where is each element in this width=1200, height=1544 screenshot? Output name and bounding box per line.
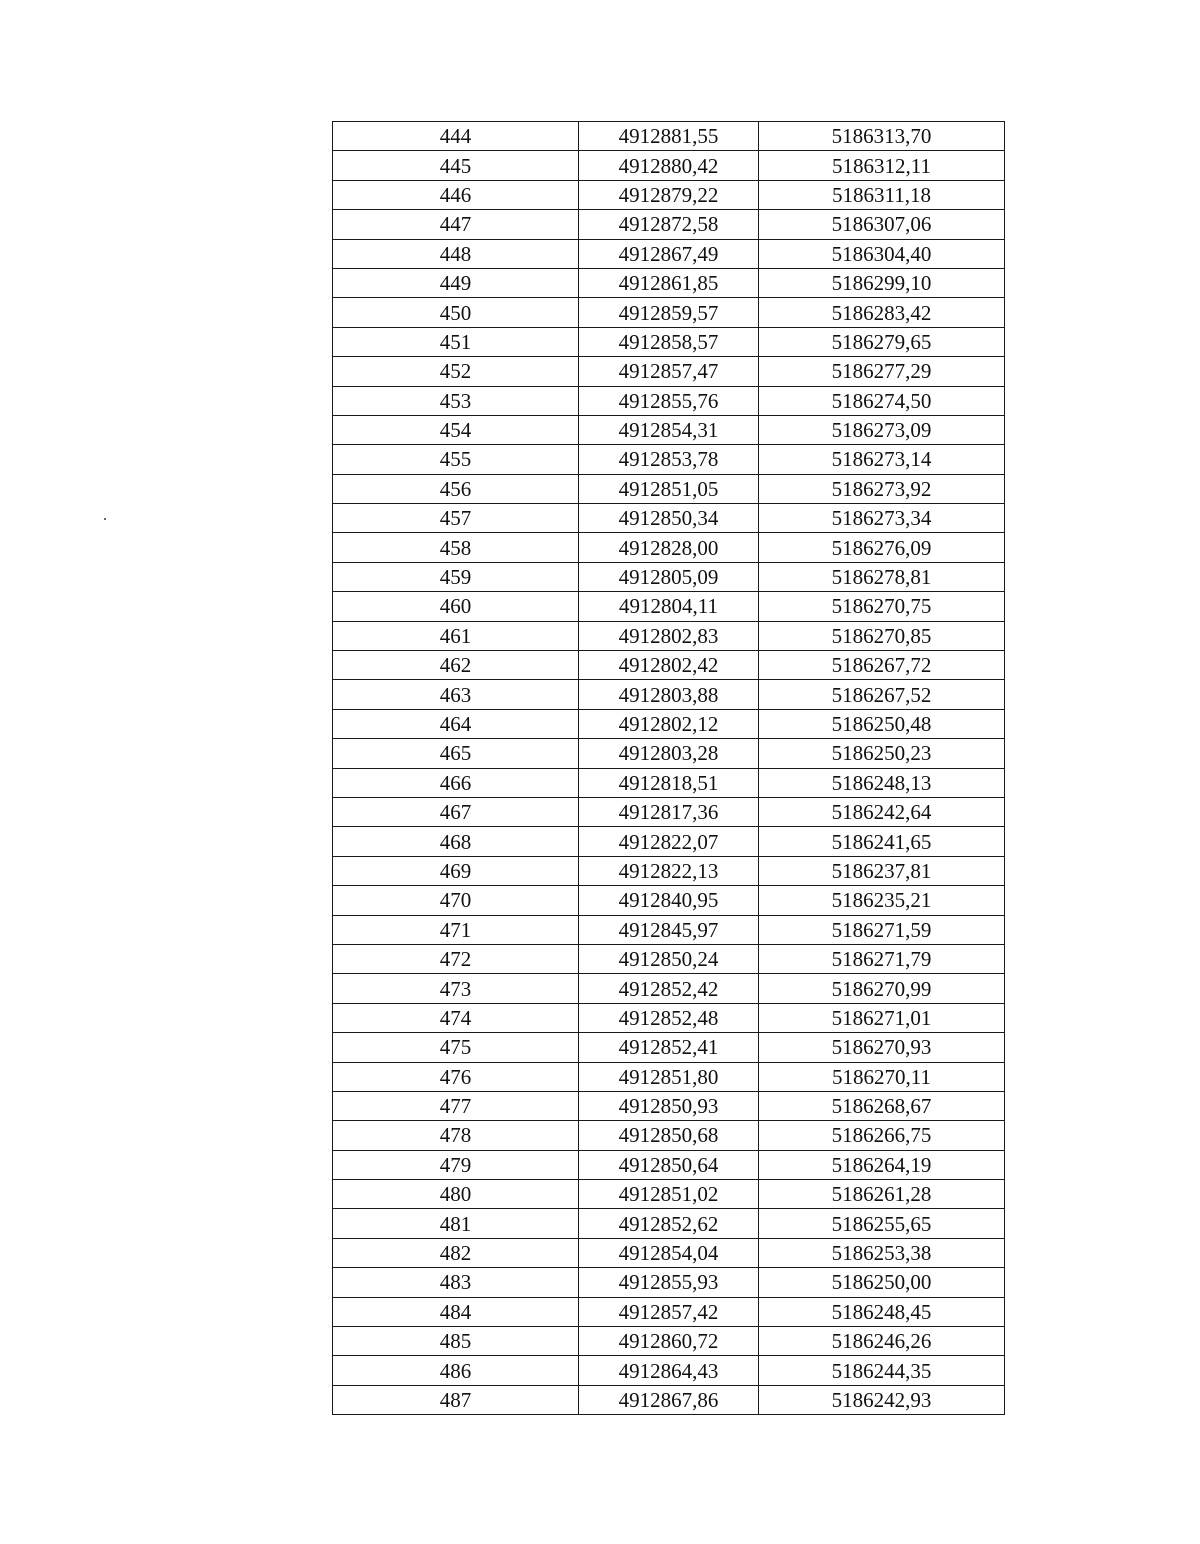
table-row xyxy=(333,1327,1005,1356)
table-row xyxy=(333,1003,1005,1032)
x-coordinate-cell: 4912857,42 xyxy=(579,1297,759,1326)
point-number-cell: 451 xyxy=(333,327,579,356)
point-number-cell: 461 xyxy=(333,621,579,650)
x-coordinate-cell: 4912818,51 xyxy=(579,768,759,797)
point-number-cell: 476 xyxy=(333,1062,579,1091)
x-coordinate-cell: 4912854,31 xyxy=(579,415,759,444)
y-coordinate-cell: 5186277,29 xyxy=(759,357,1005,386)
table-row xyxy=(333,1238,1005,1267)
point-number-cell: 445 xyxy=(333,151,579,180)
table-row xyxy=(333,768,1005,797)
table-row xyxy=(333,1062,1005,1091)
x-coordinate-cell: 4912851,02 xyxy=(579,1180,759,1209)
y-coordinate-cell: 5186248,13 xyxy=(759,768,1005,797)
point-number-cell: 480 xyxy=(333,1180,579,1209)
x-coordinate-cell: 4912804,11 xyxy=(579,592,759,621)
x-coordinate-cell: 4912840,95 xyxy=(579,886,759,915)
y-coordinate-cell: 5186268,67 xyxy=(759,1091,1005,1120)
x-coordinate-cell: 4912805,09 xyxy=(579,562,759,591)
y-coordinate-cell: 5186270,11 xyxy=(759,1062,1005,1091)
x-coordinate-cell: 4912828,00 xyxy=(579,533,759,562)
point-number-cell: 457 xyxy=(333,504,579,533)
point-number-cell: 487 xyxy=(333,1385,579,1414)
table-row xyxy=(333,474,1005,503)
x-coordinate-cell: 4912850,34 xyxy=(579,504,759,533)
y-coordinate-cell: 5186261,28 xyxy=(759,1180,1005,1209)
table-row xyxy=(333,621,1005,650)
y-coordinate-cell: 5186250,23 xyxy=(759,739,1005,768)
y-coordinate-cell: 5186312,11 xyxy=(759,151,1005,180)
y-coordinate-cell: 5186299,10 xyxy=(759,268,1005,297)
table-row xyxy=(333,592,1005,621)
y-coordinate-cell: 5186246,26 xyxy=(759,1327,1005,1356)
table-row xyxy=(333,1180,1005,1209)
y-coordinate-cell: 5186304,40 xyxy=(759,239,1005,268)
y-coordinate-cell: 5186271,01 xyxy=(759,1003,1005,1032)
table-row xyxy=(333,1385,1005,1414)
y-coordinate-cell: 5186311,18 xyxy=(759,180,1005,209)
y-coordinate-cell: 5186253,38 xyxy=(759,1238,1005,1267)
point-number-cell: 462 xyxy=(333,651,579,680)
x-coordinate-cell: 4912855,76 xyxy=(579,386,759,415)
x-coordinate-cell: 4912802,42 xyxy=(579,651,759,680)
y-coordinate-cell: 5186255,65 xyxy=(759,1209,1005,1238)
table-row xyxy=(333,1121,1005,1150)
x-coordinate-cell: 4912860,72 xyxy=(579,1327,759,1356)
table-row xyxy=(333,915,1005,944)
table-row xyxy=(333,1268,1005,1297)
table-row xyxy=(333,1297,1005,1326)
x-coordinate-cell: 4912858,57 xyxy=(579,327,759,356)
y-coordinate-cell: 5186267,72 xyxy=(759,651,1005,680)
point-number-cell: 468 xyxy=(333,827,579,856)
point-number-cell: 454 xyxy=(333,415,579,444)
table-row xyxy=(333,1356,1005,1385)
point-number-cell: 477 xyxy=(333,1091,579,1120)
table-row xyxy=(333,1033,1005,1062)
y-coordinate-cell: 5186241,65 xyxy=(759,827,1005,856)
table-row xyxy=(333,210,1005,239)
table-row xyxy=(333,827,1005,856)
x-coordinate-cell: 4912852,42 xyxy=(579,974,759,1003)
x-coordinate-cell: 4912867,49 xyxy=(579,239,759,268)
point-number-cell: 485 xyxy=(333,1327,579,1356)
x-coordinate-cell: 4912864,43 xyxy=(579,1356,759,1385)
point-number-cell: 453 xyxy=(333,386,579,415)
x-coordinate-cell: 4912851,80 xyxy=(579,1062,759,1091)
x-coordinate-cell: 4912879,22 xyxy=(579,180,759,209)
y-coordinate-cell: 5186270,85 xyxy=(759,621,1005,650)
scan-speck xyxy=(104,518,106,520)
x-coordinate-cell: 4912822,13 xyxy=(579,856,759,885)
point-number-cell: 484 xyxy=(333,1297,579,1326)
x-coordinate-cell: 4912850,68 xyxy=(579,1121,759,1150)
x-coordinate-cell: 4912845,97 xyxy=(579,915,759,944)
point-number-cell: 482 xyxy=(333,1238,579,1267)
point-number-cell: 469 xyxy=(333,856,579,885)
point-number-cell: 444 xyxy=(333,122,579,151)
point-number-cell: 463 xyxy=(333,680,579,709)
y-coordinate-cell: 5186248,45 xyxy=(759,1297,1005,1326)
table-row xyxy=(333,944,1005,973)
y-coordinate-cell: 5186307,06 xyxy=(759,210,1005,239)
x-coordinate-cell: 4912867,86 xyxy=(579,1385,759,1414)
point-number-cell: 449 xyxy=(333,268,579,297)
table-row xyxy=(333,327,1005,356)
table-row xyxy=(333,709,1005,738)
y-coordinate-cell: 5186270,99 xyxy=(759,974,1005,1003)
x-coordinate-cell: 4912803,28 xyxy=(579,739,759,768)
y-coordinate-cell: 5186271,79 xyxy=(759,944,1005,973)
x-coordinate-cell: 4912817,36 xyxy=(579,797,759,826)
y-coordinate-cell: 5186273,34 xyxy=(759,504,1005,533)
y-coordinate-cell: 5186278,81 xyxy=(759,562,1005,591)
point-number-cell: 447 xyxy=(333,210,579,239)
point-number-cell: 473 xyxy=(333,974,579,1003)
y-coordinate-cell: 5186283,42 xyxy=(759,298,1005,327)
point-number-cell: 475 xyxy=(333,1033,579,1062)
table-row xyxy=(333,856,1005,885)
point-number-cell: 478 xyxy=(333,1121,579,1150)
table-row xyxy=(333,415,1005,444)
point-number-cell: 481 xyxy=(333,1209,579,1238)
y-coordinate-cell: 5186266,75 xyxy=(759,1121,1005,1150)
y-coordinate-cell: 5186313,70 xyxy=(759,122,1005,151)
table-row xyxy=(333,974,1005,1003)
x-coordinate-cell: 4912803,88 xyxy=(579,680,759,709)
y-coordinate-cell: 5186273,14 xyxy=(759,445,1005,474)
y-coordinate-cell: 5186242,93 xyxy=(759,1385,1005,1414)
y-coordinate-cell: 5186250,48 xyxy=(759,709,1005,738)
y-coordinate-cell: 5186267,52 xyxy=(759,680,1005,709)
y-coordinate-cell: 5186270,93 xyxy=(759,1033,1005,1062)
x-coordinate-cell: 4912852,41 xyxy=(579,1033,759,1062)
x-coordinate-cell: 4912852,48 xyxy=(579,1003,759,1032)
point-number-cell: 471 xyxy=(333,915,579,944)
coordinates-table xyxy=(332,121,1005,1415)
point-number-cell: 460 xyxy=(333,592,579,621)
point-number-cell: 450 xyxy=(333,298,579,327)
table-row xyxy=(333,239,1005,268)
table-row xyxy=(333,298,1005,327)
point-number-cell: 470 xyxy=(333,886,579,915)
y-coordinate-cell: 5186273,92 xyxy=(759,474,1005,503)
x-coordinate-cell: 4912861,85 xyxy=(579,268,759,297)
y-coordinate-cell: 5186270,75 xyxy=(759,592,1005,621)
x-coordinate-cell: 4912872,58 xyxy=(579,210,759,239)
table-row xyxy=(333,445,1005,474)
y-coordinate-cell: 5186276,09 xyxy=(759,533,1005,562)
point-number-cell: 467 xyxy=(333,797,579,826)
x-coordinate-cell: 4912880,42 xyxy=(579,151,759,180)
coordinates-table-body xyxy=(333,122,1005,1415)
table-row xyxy=(333,1091,1005,1120)
y-coordinate-cell: 5186237,81 xyxy=(759,856,1005,885)
point-number-cell: 486 xyxy=(333,1356,579,1385)
y-coordinate-cell: 5186264,19 xyxy=(759,1150,1005,1179)
table-row xyxy=(333,1209,1005,1238)
x-coordinate-cell: 4912850,64 xyxy=(579,1150,759,1179)
x-coordinate-cell: 4912852,62 xyxy=(579,1209,759,1238)
x-coordinate-cell: 4912854,04 xyxy=(579,1238,759,1267)
x-coordinate-cell: 4912822,07 xyxy=(579,827,759,856)
point-number-cell: 448 xyxy=(333,239,579,268)
point-number-cell: 466 xyxy=(333,768,579,797)
table-row xyxy=(333,1150,1005,1179)
table-row xyxy=(333,180,1005,209)
point-number-cell: 456 xyxy=(333,474,579,503)
y-coordinate-cell: 5186250,00 xyxy=(759,1268,1005,1297)
table-row xyxy=(333,886,1005,915)
point-number-cell: 452 xyxy=(333,357,579,386)
point-number-cell: 455 xyxy=(333,445,579,474)
table-row xyxy=(333,357,1005,386)
y-coordinate-cell: 5186274,50 xyxy=(759,386,1005,415)
table-row xyxy=(333,268,1005,297)
x-coordinate-cell: 4912802,83 xyxy=(579,621,759,650)
table-row xyxy=(333,504,1005,533)
table-row xyxy=(333,151,1005,180)
y-coordinate-cell: 5186242,64 xyxy=(759,797,1005,826)
point-number-cell: 479 xyxy=(333,1150,579,1179)
point-number-cell: 465 xyxy=(333,739,579,768)
x-coordinate-cell: 4912850,24 xyxy=(579,944,759,973)
point-number-cell: 474 xyxy=(333,1003,579,1032)
table-row xyxy=(333,386,1005,415)
x-coordinate-cell: 4912802,12 xyxy=(579,709,759,738)
point-number-cell: 464 xyxy=(333,709,579,738)
table-row xyxy=(333,122,1005,151)
table-row xyxy=(333,680,1005,709)
point-number-cell: 483 xyxy=(333,1268,579,1297)
point-number-cell: 446 xyxy=(333,180,579,209)
x-coordinate-cell: 4912850,93 xyxy=(579,1091,759,1120)
y-coordinate-cell: 5186273,09 xyxy=(759,415,1005,444)
x-coordinate-cell: 4912857,47 xyxy=(579,357,759,386)
x-coordinate-cell: 4912855,93 xyxy=(579,1268,759,1297)
x-coordinate-cell: 4912851,05 xyxy=(579,474,759,503)
table-row xyxy=(333,562,1005,591)
y-coordinate-cell: 5186235,21 xyxy=(759,886,1005,915)
x-coordinate-cell: 4912853,78 xyxy=(579,445,759,474)
table-row xyxy=(333,739,1005,768)
table-row xyxy=(333,533,1005,562)
table-row xyxy=(333,797,1005,826)
y-coordinate-cell: 5186244,35 xyxy=(759,1356,1005,1385)
y-coordinate-cell: 5186271,59 xyxy=(759,915,1005,944)
point-number-cell: 459 xyxy=(333,562,579,591)
y-coordinate-cell: 5186279,65 xyxy=(759,327,1005,356)
table-row xyxy=(333,651,1005,680)
point-number-cell: 472 xyxy=(333,944,579,973)
point-number-cell: 458 xyxy=(333,533,579,562)
x-coordinate-cell: 4912881,55 xyxy=(579,122,759,151)
x-coordinate-cell: 4912859,57 xyxy=(579,298,759,327)
